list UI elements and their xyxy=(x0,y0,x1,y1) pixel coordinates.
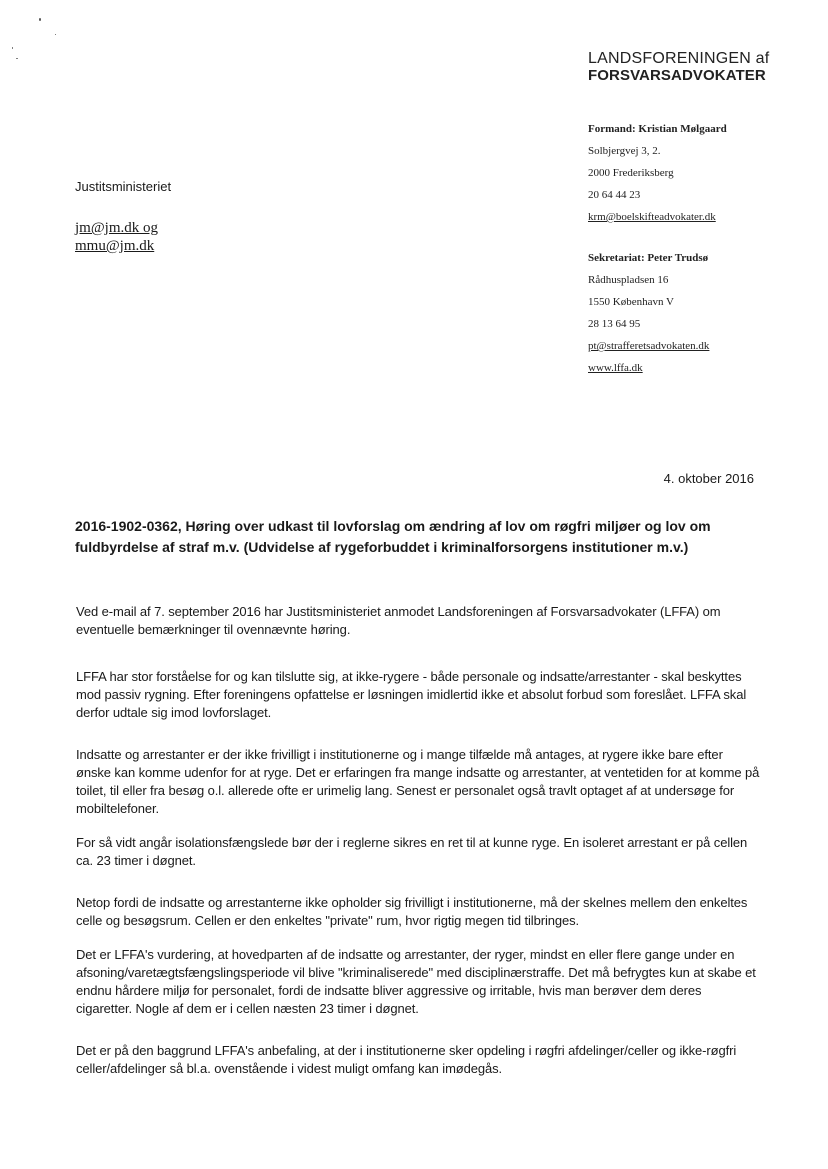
body-paragraph: LFFA har stor forståelse for og kan tilslutte sig, at ikke-rygere - både personale og indsatte/arrestanter - skal beskyttes mod passiv rygning. Efter foreningens opfattelse er løsningen imidlertid ikke et absolut forbud som foreslået. LFFA skal derfor udtale sig imod lovforslaget. xyxy=(76,669,747,720)
scan-speck xyxy=(39,18,41,21)
logo-line-2: FORSVARSADVOKATER xyxy=(588,67,766,84)
sekretariat-contact-block xyxy=(588,247,818,379)
scan-speck xyxy=(16,58,18,59)
recipient-emails xyxy=(75,219,158,255)
website-link[interactable]: www.lffa.dk xyxy=(588,362,643,374)
letter-subject: 2016-1902-0362, Høring over udkast til lovforslag om ændring af lov om røgfri miljøer og lov om fuldbyrdelse af straf m.v. (Udvidelse af rygeforbuddet i kriminalforsorgens institutioner m.v.) xyxy=(75,518,711,555)
sekretariat-heading: Sekretariat: Peter Trudsø xyxy=(588,252,709,264)
formand-contact-block xyxy=(588,118,818,228)
letter-date: 4. oktober 2016 xyxy=(663,471,754,486)
body-paragraph: Netop fordi de indsatte og arrestanterne ikke opholder sig frivilligt i institutionerne, må der skelnes mellem den enkeltes celle og besøgsrum. Cellen er den enkeltes "private" rum, hvor rigtig megen tid tilbringes. xyxy=(76,895,748,928)
formand-street: Solbjergvej 3, 2. xyxy=(588,145,661,157)
formand-heading: Formand: Kristian Mølgaard xyxy=(588,123,727,135)
formand-email-link[interactable]: krm@boelskifteadvokater.dk xyxy=(588,211,716,223)
recipient-email-mmu-link[interactable]: mmu@jm.dk xyxy=(75,238,155,254)
body-paragraph: Det er LFFA's vurdering, at hovedparten af de indsatte og arrestanter, der ryger, mindst en eller flere gange under en afsoning/varetægtsfængslingsperiode vil blive "kriminaliserede" med disciplinærstraffe. Det må befrygtes kun at skabe et endnu hårdere miljø for personalet, fordi de indsatte bliver aggressive og irritable, hvis man berøver dem deres cigaretter. Nogle af dem er i cellen næsten 23 timer i døgnet. xyxy=(76,947,756,1016)
body-paragraph: For så vidt angår isolationsfængslede bør der i reglerne sikres en ret til at kunne ryge. En isoleret arrestant er på cellen ca. 23 timer i døgnet. xyxy=(76,835,748,868)
sekretariat-street: Rådhuspladsen 16 xyxy=(588,274,669,286)
sekretariat-phone: 28 13 64 95 xyxy=(588,318,641,330)
scan-speck xyxy=(55,34,56,35)
scan-speck xyxy=(12,47,13,49)
formand-city: 2000 Frederiksberg xyxy=(588,167,674,179)
sekretariat-city: 1550 København V xyxy=(588,296,674,308)
formand-phone: 20 64 44 23 xyxy=(588,189,641,201)
body-paragraph: Indsatte og arrestanter er der ikke frivilligt i institutionerne og i mange tilfælde må antages, at rygere ikke bare efter ønske kan komme udenfor for at ryge. Det er erfaringen fra mange indsatte og arrestanter, at ventetiden for at komme på toilet, til eller fra besøg o.l. allerede ofte er urimelig lang. Senest er personalet også travlt optaget af at undersøge for mobiltelefoner. xyxy=(76,747,760,816)
body-paragraph: Det er på den baggrund LFFA's anbefaling, at der i institutionerne sker opdeling i røgfri afdelinger/celler og ikke-røgfri celler/afdelinger så bl.a. ovenstående i videst muligt omfang kan imødegås. xyxy=(76,1043,737,1076)
sekretariat-email-link[interactable]: pt@strafferetsadvokaten.dk xyxy=(588,340,710,352)
logo-line-1: LANDSFORENINGEN af xyxy=(588,50,770,67)
recipient-email-jm-link[interactable]: jm@jm.dk og xyxy=(75,220,158,236)
body-paragraph: Ved e-mail af 7. september 2016 har Justitsministeriet anmodet Landsforeningen af Forsvarsadvokater (LFFA) om eventuelle bemærkninger til ovennævnte høring. xyxy=(76,604,721,637)
letterhead-logo xyxy=(588,50,808,84)
recipient-name: Justitsministeriet xyxy=(75,179,172,194)
